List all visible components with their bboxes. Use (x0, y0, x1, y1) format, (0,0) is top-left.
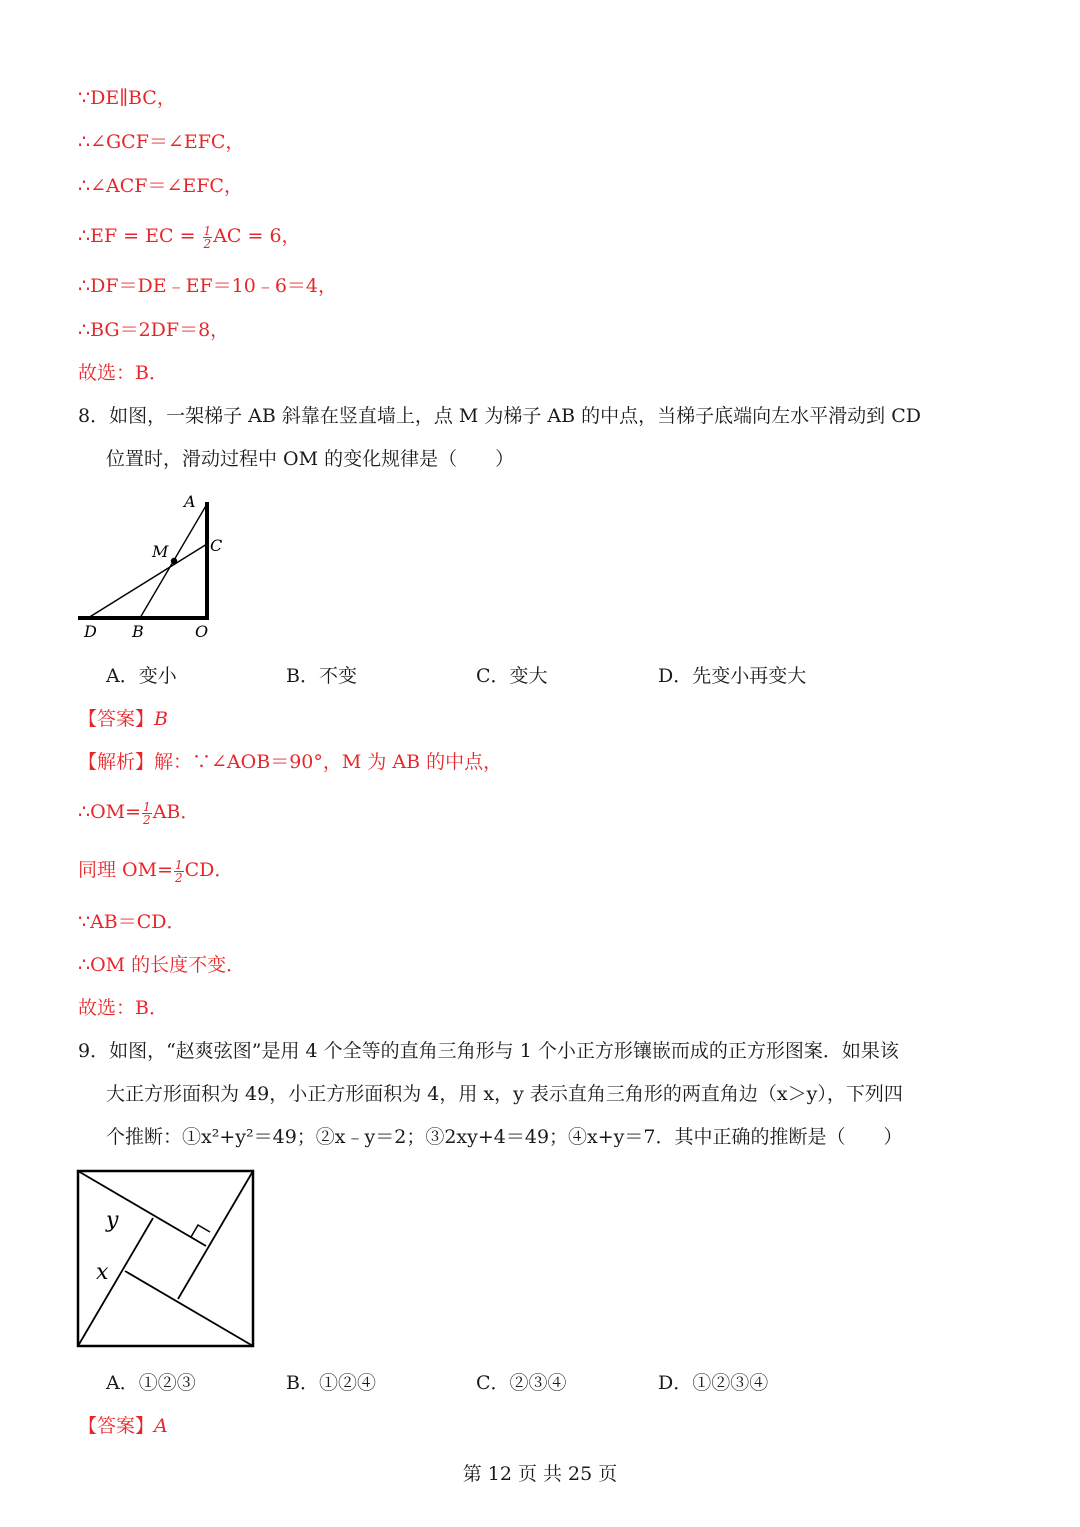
q9-label-x: x (96, 1260, 109, 1285)
solution-line-4-post: AC = 6， (213, 225, 301, 247)
q8-analysis-line-3: 同理 OM= $\frac{1}{2}$ CD． (78, 857, 234, 885)
q8-option-b[interactable]: B．不变 (286, 665, 357, 687)
q8-stem-line-1: 8．如图，一架梯子 AB 斜靠在竖直墙上，点 M 为梯子 AB 的中点，当梯子底端向左水平滑动到 CD (78, 405, 921, 427)
q8-analysis-line-1: 【解析】解：∵∠AOB＝90°，M 为 AB 的中点， (78, 751, 503, 773)
q8-analysis-line-5: ∴OM 的长度不变． (78, 954, 246, 976)
q9-answer (78, 1414, 168, 1438)
q8-answer-tag: 【答案】 (78, 708, 155, 730)
q9-answer-value: A (154, 1415, 168, 1437)
solution-choice: 故选：B． (78, 362, 168, 384)
q8-label-O: O (195, 622, 209, 641)
q9-stem-line-2: 大正方形面积为 49，小正方形面积为 4，用 x，y 表示直角三角形的两直角边（x＞y），下列四 (106, 1083, 903, 1105)
q8-analysis-tag: 【解析】 (78, 751, 155, 773)
solution-line-4 (78, 224, 301, 250)
q9-option-b[interactable]: B．①②④ (286, 1372, 376, 1394)
q9-answer-tag: 【答案】 (78, 1415, 155, 1437)
fraction-half: $\frac{1}{2}$ (143, 799, 151, 827)
q8-option-a[interactable]: A．变小 (106, 665, 177, 687)
q9-option-c[interactable]: C．②③④ (476, 1372, 567, 1394)
q9-stem-line-1: 9．如图，“赵爽弦图”是用 4 个全等的直角三角形与 1 个小正方形镶嵌而成的正方形图案．如果该 (78, 1040, 899, 1062)
q8-label-B: B (132, 622, 144, 641)
q9-option-d[interactable]: D．①②③④ (658, 1372, 769, 1394)
q9-stem-line-3: 个推断：①x²+y²＝49；②x﹣y＝2；③2xy+4＝49；④x+y＝7．其中正确的推断是（ ） (106, 1126, 903, 1148)
q8-label-D: D (84, 622, 97, 641)
q8-option-c[interactable]: C．变大 (476, 665, 548, 687)
q9-zhaoshuang-figure (76, 1169, 256, 1349)
solution-line-2: ∴∠GCF＝∠EFC， (78, 131, 245, 153)
q8-answer (78, 707, 168, 731)
q8-label-M: M (152, 542, 169, 561)
solution-line-5: ∴DF＝DE﹣EF＝10﹣6＝4， (78, 275, 338, 297)
solution-line-3: ∴∠ACF＝∠EFC， (78, 175, 243, 197)
fraction-half: $\frac{1}{2}$ (203, 223, 212, 251)
q8-label-C: C (210, 536, 223, 555)
q8-label-A: A (184, 492, 196, 511)
q8-analysis-line-2: ∴OM= $\frac{1}{2}$ AB． (78, 799, 200, 827)
q8-ladder-figure (70, 488, 230, 646)
solution-line-6: ∴BG＝2DF＝8， (78, 319, 230, 341)
page-footer: 第 12 页 共 25 页 (462, 1463, 618, 1485)
solution-line-4-pre: ∴EF = EC = (78, 225, 202, 247)
q9-option-a[interactable]: A．①②③ (106, 1372, 196, 1394)
q9-label-y: y (106, 1208, 119, 1233)
solution-line-1: ∵DE∥BC， (78, 87, 176, 109)
q8-analysis-line-4: ∵AB＝CD． (78, 911, 186, 933)
fraction-half: $\frac{1}{2}$ (175, 857, 183, 885)
q8-answer-value: B (154, 708, 168, 730)
q8-analysis-choice: 故选：B． (78, 997, 168, 1019)
q8-stem-line-2: 位置时，滑动过程中 OM 的变化规律是（ ） (106, 448, 515, 470)
q8-option-d[interactable]: D．先变小再变大 (658, 665, 807, 687)
